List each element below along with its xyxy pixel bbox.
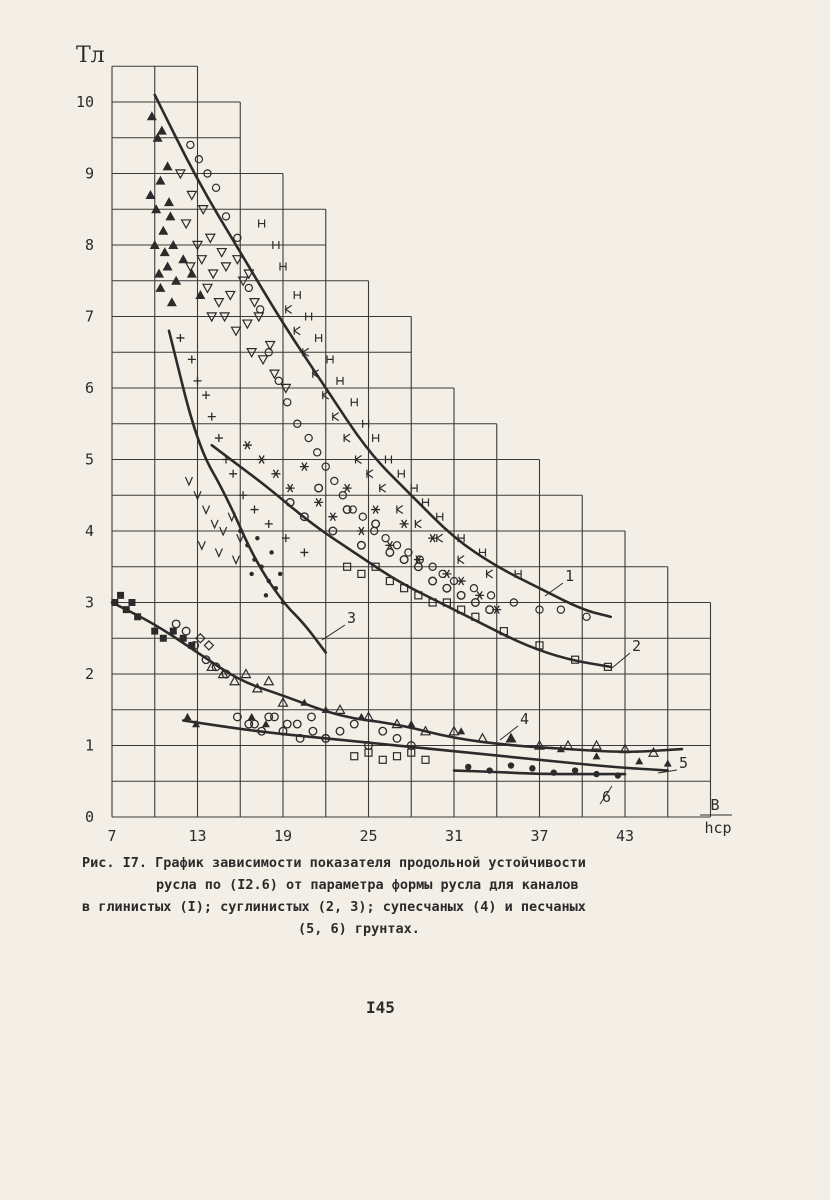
y-tick-label: 9 — [84, 164, 94, 183]
data-point-letter-к — [344, 434, 350, 442]
data-point-theta-circle — [386, 549, 394, 557]
data-point-open-triangle-down — [231, 327, 240, 335]
data-point-asterisk — [243, 441, 252, 449]
data-point-filled-triangle — [195, 290, 205, 299]
data-point-letter-н — [273, 241, 279, 249]
data-point-theta-circle — [443, 584, 451, 592]
data-point-theta-circle — [400, 556, 408, 564]
data-point-letter-н — [423, 498, 429, 506]
data-point-circle-ring — [350, 720, 358, 728]
data-point-letter-н — [385, 456, 391, 464]
data-point-filled-triangle-small — [457, 727, 465, 734]
data-point-filled-triangle-small — [184, 713, 192, 720]
data-point-filled-square — [170, 628, 177, 635]
data-point-asterisk — [357, 527, 366, 535]
data-point-plus — [215, 434, 223, 442]
data-point-filled-triangle — [154, 269, 164, 278]
data-point-filled-circle-small — [486, 767, 492, 773]
data-point-open-circle-small — [283, 720, 291, 728]
data-point-filled-square — [160, 635, 167, 642]
figure-caption — [60, 852, 780, 940]
data-point-asterisk — [286, 484, 295, 492]
data-point-letter-н — [398, 470, 404, 478]
data-point-letter-н — [411, 484, 417, 492]
data-point-filled-circle-small — [465, 764, 471, 770]
data-point-filled-triangle — [160, 247, 170, 256]
data-point-dot — [269, 550, 273, 554]
data-point-dot — [267, 579, 271, 583]
y-tick-label: 8 — [84, 236, 94, 254]
data-point-plus — [265, 520, 273, 528]
data-point-letter-н — [294, 291, 300, 299]
data-point-circle-ring — [265, 713, 273, 721]
y-tick-label: 2 — [84, 665, 94, 683]
curve-label-6: 6 — [602, 788, 612, 806]
data-point-asterisk — [428, 534, 437, 542]
data-point-letter-к — [437, 534, 443, 542]
data-point-filled-triangle — [155, 283, 165, 292]
data-point-asterisk — [328, 513, 337, 521]
data-point-filled-square — [151, 628, 158, 635]
data-point-open-circle-dot — [305, 434, 312, 441]
data-point-filled-triangle-small — [664, 759, 672, 766]
data-point-open-circle-dot — [557, 606, 564, 613]
caption-line-1: Рис. I7. График зависимости показателя продольной устойчивости — [82, 855, 586, 871]
data-point-dot — [249, 572, 253, 576]
data-point-letter-v — [232, 556, 239, 564]
y-tick-label: 6 — [84, 379, 94, 397]
data-point-filled-triangle — [158, 226, 168, 235]
data-point-dot — [255, 536, 259, 540]
data-point-letter-к — [487, 570, 493, 578]
data-point-circle-ring — [251, 720, 259, 728]
data-point-dot — [274, 586, 278, 590]
data-point-open-triangle-down — [187, 191, 196, 199]
data-point-circle-ring — [379, 727, 387, 735]
data-point-open-circle-small — [309, 727, 317, 735]
data-point-open-circle-dot — [393, 542, 400, 549]
curve-3 — [169, 331, 326, 653]
data-point-asterisk — [300, 463, 309, 471]
data-point-circle-ring — [308, 713, 316, 721]
data-point-dot — [264, 593, 268, 597]
data-point-theta-circle — [372, 520, 380, 528]
data-point-open-triangle-down — [203, 284, 212, 292]
data-point-theta-circle — [358, 542, 366, 550]
data-point-filled-triangle — [163, 161, 173, 170]
data-point-letter-к — [397, 506, 403, 514]
y-tick-label: 1 — [84, 736, 94, 755]
data-point-plus — [202, 391, 210, 399]
x-tick-label: 13 — [188, 827, 207, 845]
x-tick-label: 43 — [615, 827, 635, 845]
data-point-open-circle-small — [182, 627, 190, 635]
curve-label-5: 5 — [679, 754, 689, 772]
data-point-theta-circle — [315, 484, 323, 492]
data-point-letter-к — [415, 520, 421, 528]
data-point-letter-v — [203, 506, 210, 514]
data-point-letter-н — [327, 355, 333, 363]
data-point-filled-triangle — [164, 197, 174, 206]
data-point-open-circle-small — [172, 620, 180, 628]
x-tick-label: 19 — [273, 827, 293, 845]
data-point-circle-ring — [393, 735, 401, 743]
data-point-letter-н — [363, 420, 369, 428]
data-point-letter-н — [437, 513, 443, 521]
data-point-open-triangle-down — [259, 356, 268, 364]
data-point-asterisk — [314, 498, 323, 506]
data-point-open-triangle-down — [226, 291, 235, 299]
data-point-letter-к — [333, 413, 339, 421]
data-point-plus — [208, 413, 216, 421]
data-point-asterisk — [371, 506, 380, 514]
data-point-letter-v — [185, 477, 192, 485]
data-point-filled-triangle — [187, 269, 197, 278]
data-point-open-triangle-down — [222, 263, 231, 271]
data-point-asterisk — [343, 484, 352, 492]
data-point-open-triangle-down — [214, 299, 223, 307]
data-point-filled-triangle — [167, 297, 177, 306]
data-point-open-triangle-down — [186, 263, 195, 271]
curve-label-leader — [612, 653, 630, 668]
data-point-filled-triangle-small — [407, 720, 415, 727]
data-point-letter-v — [198, 541, 205, 549]
caption-line-2: русла по (I2.6) от параметра формы русла для каналов — [156, 877, 579, 893]
data-point-small-square — [394, 753, 401, 760]
data-point-open-circle-dot — [331, 477, 338, 484]
data-point-open-circle-dot — [245, 284, 252, 291]
y-tick-label: 3 — [84, 593, 94, 612]
data-point-open-circle-dot — [284, 399, 291, 406]
data-point-filled-triangle — [147, 111, 157, 120]
data-point-theta-circle — [457, 592, 465, 600]
y-tick-label: 5 — [84, 450, 94, 469]
data-point-filled-square — [128, 599, 135, 606]
data-point-filled-square — [111, 599, 118, 606]
data-point-asterisk — [457, 577, 466, 585]
data-point-asterisk — [257, 456, 266, 464]
data-point-open-circle-dot — [583, 613, 590, 620]
x-axis-label-denominator: hср — [704, 819, 732, 837]
x-axis-label-numerator: B — [710, 796, 720, 814]
x-tick-label: 37 — [530, 827, 549, 845]
data-point-open-circle-dot — [195, 156, 202, 163]
data-point-filled-square — [123, 606, 130, 613]
data-point-filled-circle-small — [529, 765, 535, 771]
data-point-open-circle-dot — [314, 449, 321, 456]
data-point-filled-circle-small — [593, 771, 599, 777]
data-point-dot — [238, 529, 242, 533]
data-point-open-triangle-up — [264, 677, 273, 685]
data-point-dot — [259, 565, 263, 569]
data-point-dot — [278, 572, 282, 576]
data-point-filled-triangle — [165, 211, 175, 220]
data-point-filled-circle-small — [551, 769, 557, 775]
y-tick-label: 10 — [75, 93, 94, 111]
x-tick-label: 25 — [359, 827, 378, 845]
y-tick-label: 4 — [84, 522, 94, 540]
data-point-filled-triangle-small — [635, 757, 643, 764]
caption-line-4: (5, 6) грунтах. — [298, 921, 420, 937]
data-point-open-circle-dot — [257, 306, 264, 313]
data-point-filled-triangle — [178, 254, 188, 263]
data-point-circle-ring — [293, 720, 301, 728]
data-point-open-triangle-down — [209, 270, 218, 278]
data-point-filled-triangle-small — [357, 713, 365, 720]
data-point-letter-н — [259, 220, 265, 228]
page-number: I45 — [366, 998, 395, 1017]
data-point-filled-circle-small — [572, 767, 578, 773]
data-point-circle-ring — [336, 727, 344, 735]
data-point-letter-к — [367, 470, 373, 478]
data-point-small-square — [379, 756, 386, 763]
data-point-open-triangle-down — [217, 249, 226, 257]
y-tick-label: 7 — [84, 307, 94, 326]
data-point-asterisk — [400, 520, 409, 528]
y-axis-label: Тл — [76, 43, 105, 68]
data-point-letter-v — [215, 548, 222, 556]
data-point-asterisk — [271, 470, 280, 478]
data-point-open-triangle-down — [206, 234, 215, 242]
curve-label-2: 2 — [632, 637, 642, 655]
data-point-letter-н — [337, 377, 343, 385]
data-point-letter-н — [306, 313, 312, 321]
data-point-letter-н — [316, 334, 322, 342]
data-point-letter-н — [373, 434, 379, 442]
data-point-filled-triangle — [155, 176, 165, 185]
data-point-letter-к — [458, 556, 464, 564]
data-point-letter-v — [211, 520, 218, 528]
data-point-filled-triangle-small — [593, 752, 601, 759]
data-point-small-square — [422, 756, 429, 763]
data-point-letter-к — [286, 305, 292, 313]
data-point-open-triangle-down — [197, 256, 206, 264]
data-point-open-circle-dot — [275, 377, 282, 384]
data-point-filled-circle-small — [615, 772, 621, 778]
curve-label-4: 4 — [520, 710, 530, 728]
x-tick-label: 31 — [444, 827, 464, 845]
y-tick-label: 0 — [84, 808, 94, 826]
data-point-filled-circle-small — [508, 762, 514, 768]
data-point-filled-square — [117, 592, 124, 599]
x-tick-label: 7 — [107, 827, 117, 845]
data-point-open-circle-dot — [212, 184, 219, 191]
data-point-open-circle-dot — [470, 585, 477, 592]
data-point-open-circle-dot — [222, 213, 229, 220]
data-point-filled-triangle — [163, 261, 173, 270]
data-point-plus — [229, 470, 237, 478]
data-point-letter-к — [294, 327, 300, 335]
data-point-plus — [176, 334, 184, 342]
data-point-letter-н — [351, 398, 357, 406]
data-point-open-circle-dot — [359, 513, 366, 520]
curve-label-1: 1 — [565, 567, 575, 585]
data-point-dot — [281, 600, 285, 604]
data-point-dot — [245, 543, 249, 547]
data-point-open-circle-dot — [382, 535, 389, 542]
data-point-theta-circle — [429, 577, 437, 585]
data-point-small-square — [351, 753, 358, 760]
data-point-open-circle-dot — [487, 592, 494, 599]
data-point-letter-к — [380, 484, 386, 492]
data-point-filled-square — [180, 635, 187, 642]
data-point-open-triangle-down — [182, 220, 191, 228]
data-point-plus — [251, 506, 259, 514]
data-point-plus — [188, 355, 196, 363]
data-point-plus — [194, 377, 202, 385]
data-point-filled-triangle-small — [248, 713, 256, 720]
data-point-filled-triangle — [157, 126, 167, 135]
data-point-filled-square — [134, 613, 141, 620]
data-point-dot — [252, 557, 256, 561]
data-point-plus — [300, 548, 308, 556]
data-point-filled-triangle — [145, 190, 155, 199]
data-point-open-diamond — [204, 641, 213, 650]
data-point-open-triangle-down — [243, 320, 252, 328]
data-point-open-square — [358, 570, 365, 577]
caption-line-3: в глинистых (I); суглинистых (2, 3); супесчаных (4) и песчаных — [82, 899, 586, 915]
data-point-open-circle-dot — [187, 141, 194, 148]
data-point-open-triangle-down — [250, 299, 259, 307]
curve-label-3: 3 — [347, 609, 357, 627]
